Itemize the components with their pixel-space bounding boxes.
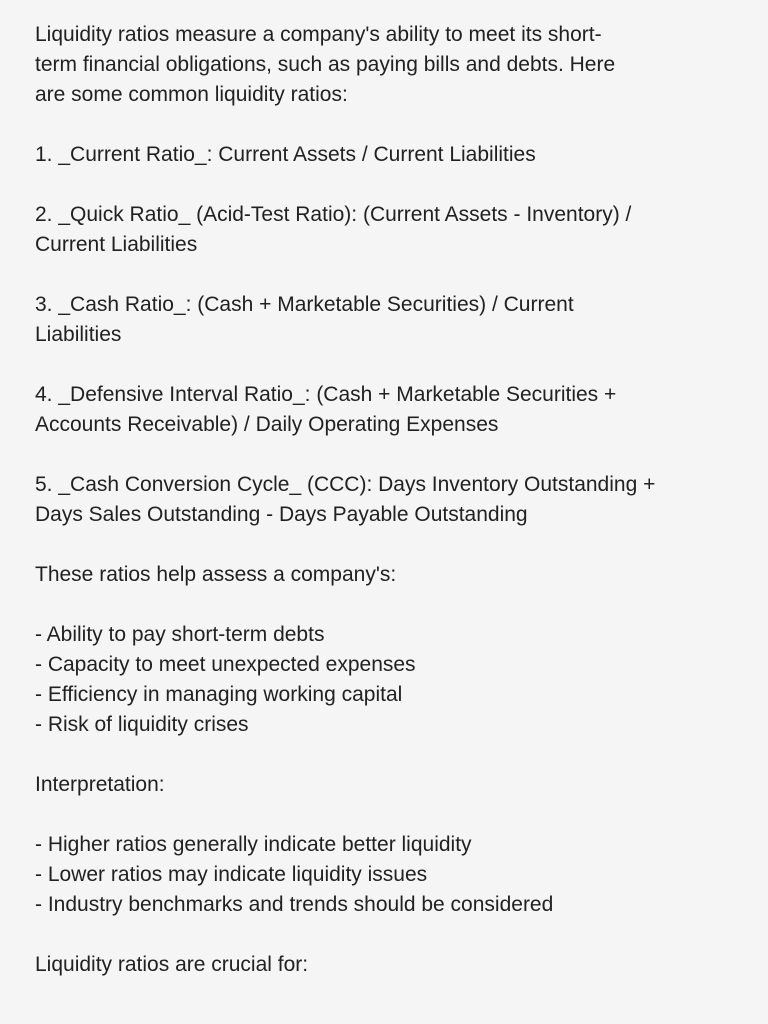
spacer <box>35 350 735 380</box>
ratio-line: Days Sales Outstanding - Days Payable Outstanding <box>35 503 528 526</box>
spacer <box>35 440 735 470</box>
spacer <box>35 110 735 140</box>
ratio-line: 5. _Cash Conversion Cycle_ (CCC): Days Inventory Outstanding + <box>35 473 656 496</box>
crucial-heading: Liquidity ratios are crucial for: <box>35 953 309 976</box>
list-item: - Industry benchmarks and trends should be considered <box>35 893 554 916</box>
list-item: - Risk of liquidity crises <box>35 713 249 736</box>
spacer <box>35 260 735 290</box>
list-item: - Capacity to meet unexpected expenses <box>35 653 416 676</box>
intro-line: Liquidity ratios measure a company's ability to meet its short- <box>35 23 602 46</box>
ratio-item-cash <box>35 290 735 350</box>
spacer <box>35 170 735 200</box>
interpretation-heading: Interpretation: <box>35 773 165 796</box>
ratio-item-cash-conversion-cycle <box>35 470 735 530</box>
spacer <box>35 530 735 560</box>
list-item: - Efficiency in managing working capital <box>35 683 403 706</box>
ratio-item-current <box>35 140 735 170</box>
ratio-line: 2. _Quick Ratio_ (Acid-Test Ratio): (Current Assets - Inventory) / <box>35 203 632 226</box>
spacer <box>35 740 735 770</box>
intro-line: term financial obligations, such as paying bills and debts. Here <box>35 53 616 76</box>
spacer <box>35 590 735 620</box>
spacer <box>35 920 735 950</box>
intro-line: are some common liquidity ratios: <box>35 83 348 106</box>
list-item: - Ability to pay short-term debts <box>35 623 325 646</box>
assess-list <box>35 620 735 740</box>
document-body <box>35 20 735 980</box>
assess-heading: These ratios help assess a company's: <box>35 563 397 586</box>
ratio-line: Liabilities <box>35 323 122 346</box>
interpretation-list <box>35 830 735 920</box>
list-item: - Lower ratios may indicate liquidity issues <box>35 863 428 886</box>
ratio-line: Current Liabilities <box>35 233 198 256</box>
ratio-line: Accounts Receivable) / Daily Operating Expenses <box>35 413 499 436</box>
ratio-item-quick <box>35 200 735 260</box>
ratio-line: 4. _Defensive Interval Ratio_: (Cash + Marketable Securities + <box>35 383 617 406</box>
ratio-line: 3. _Cash Ratio_: (Cash + Marketable Securities) / Current <box>35 293 574 316</box>
intro-paragraph <box>35 20 735 110</box>
ratio-item-defensive-interval <box>35 380 735 440</box>
list-item: - Higher ratios generally indicate better liquidity <box>35 833 472 856</box>
spacer <box>35 800 735 830</box>
ratio-line: 1. _Current Ratio_: Current Assets / Current Liabilities <box>35 143 536 166</box>
